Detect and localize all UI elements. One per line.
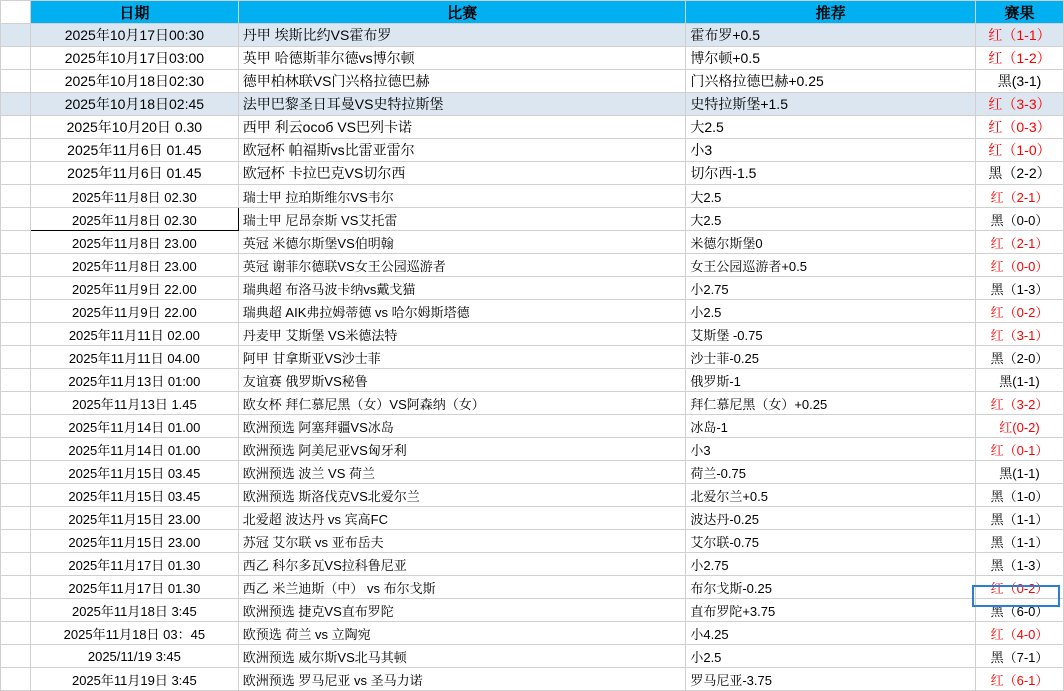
table-row[interactable] (1, 277, 1064, 300)
cell-match[interactable]: 英冠 米德尔斯堡VS伯明翰 (238, 231, 686, 254)
row-index-cell (1, 392, 31, 415)
cell-date[interactable]: 2025年11月6日 01.45 (30, 139, 238, 162)
cell-match[interactable]: 德甲柏林联VS门兴格拉德巴赫 (238, 70, 686, 93)
cell-match[interactable]: 西乙 科尔多瓦VS拉科鲁尼亚 (238, 553, 686, 576)
cell-result[interactable]: 黑（2-2） (976, 162, 1064, 185)
table-row[interactable] (1, 668, 1064, 691)
table-row[interactable] (1, 47, 1064, 70)
cell-date[interactable]: 2025年11月17日 01.30 (30, 576, 238, 599)
header-blank-cell (1, 1, 31, 24)
row-index-cell (1, 530, 31, 553)
cell-tip[interactable]: 切尔西-1.5 (686, 162, 976, 185)
cell-tip[interactable]: 直布罗陀+3.75 (686, 599, 976, 622)
row-index-cell (1, 116, 31, 139)
cell-match[interactable]: 英甲 哈德斯菲尔德vs博尔顿 (238, 47, 686, 70)
row-index-cell (1, 461, 31, 484)
cell-tip[interactable]: 门兴格拉德巴赫+0.25 (686, 70, 976, 93)
cell-date[interactable]: 2025年11月15日 23.00 (30, 530, 238, 553)
cell-result[interactable]: 黑（2-0） (976, 346, 1064, 369)
table-row[interactable] (1, 484, 1064, 507)
table-row[interactable] (1, 622, 1064, 645)
cell-result[interactable]: 红（6-1） (976, 668, 1064, 691)
cell-match[interactable]: 瑞士甲 尼昂奈斯 VS艾托雷 (238, 208, 686, 231)
row-index-cell (1, 415, 31, 438)
cell-tip[interactable]: 米德尔斯堡0 (686, 231, 976, 254)
cell-date[interactable]: 2025年10月17日00:30 (30, 24, 238, 47)
cell-result[interactable]: 黑（1-3） (976, 553, 1064, 576)
table-row[interactable] (1, 530, 1064, 553)
cell-date[interactable]: 2025年11月11日 04.00 (30, 346, 238, 369)
table-row[interactable] (1, 70, 1064, 93)
table-header-row (1, 1, 1064, 24)
table-row[interactable] (1, 507, 1064, 530)
table-row[interactable] (1, 323, 1064, 346)
table-body (1, 24, 1064, 691)
row-index-cell (1, 622, 31, 645)
cell-tip[interactable]: 小2.75 (686, 277, 976, 300)
table-row[interactable] (1, 461, 1064, 484)
cell-date[interactable]: 2025年11月13日 01:00 (30, 369, 238, 392)
cell-date[interactable]: 2025年11月8日 23.00 (30, 254, 238, 277)
cell-date[interactable]: 2025年11月19日 3:45 (30, 668, 238, 691)
row-index-cell (1, 208, 31, 231)
cell-date[interactable]: 2025年11月18日 03：45 (30, 622, 238, 645)
row-index-cell (1, 323, 31, 346)
cell-date[interactable]: 2025年11月18日 3:45 (30, 599, 238, 622)
cell-tip[interactable]: 小3 (686, 438, 976, 461)
cell-tip[interactable]: 拜仁慕尼黑（女）+0.25 (686, 392, 976, 415)
cell-tip[interactable]: 北爱尔兰+0.5 (686, 484, 976, 507)
table-row[interactable] (1, 415, 1064, 438)
row-index-cell (1, 507, 31, 530)
cell-match[interactable]: 瑞典超 布洛马波卡纳vs戴戈猫 (238, 277, 686, 300)
cell-tip[interactable]: 艾尔联-0.75 (686, 530, 976, 553)
cell-result[interactable]: 红（1-1） (976, 24, 1064, 47)
cell-date[interactable]: 2025年11月14日 01.00 (30, 415, 238, 438)
cell-date[interactable]: 2025年11月15日 23.00 (30, 507, 238, 530)
cell-tip[interactable]: 小2.5 (686, 300, 976, 323)
row-index-cell (1, 576, 31, 599)
cell-date[interactable]: 2025年11月9日 22.00 (30, 277, 238, 300)
cell-result[interactable]: 黑(1-1) (976, 369, 1064, 392)
cell-match[interactable]: 西甲 利云особ VS巴列卡诺 (238, 116, 686, 139)
cell-result[interactable]: 红（2-1） (976, 185, 1064, 208)
cell-result[interactable]: 红（1-0） (976, 139, 1064, 162)
cell-result[interactable]: 黑(1-1) (976, 461, 1064, 484)
cell-date[interactable]: 2025年11月6日 01.45 (30, 162, 238, 185)
cell-match[interactable]: 欧洲预选 威尔斯VS北马其顿 (238, 645, 686, 668)
header-match: 比赛 (238, 1, 686, 24)
table-row[interactable] (1, 116, 1064, 139)
cell-date[interactable]: 2025年10月20日 0.30 (30, 116, 238, 139)
cell-date[interactable]: 2025年11月8日 23.00 (30, 231, 238, 254)
cell-tip[interactable]: 大2.5 (686, 208, 976, 231)
cell-result[interactable]: 红（3-2） (976, 392, 1064, 415)
cell-tip[interactable]: 小2.75 (686, 553, 976, 576)
cell-date[interactable]: 2025年11月8日 02.30 (30, 185, 238, 208)
cell-tip[interactable]: 艾斯堡 -0.75 (686, 323, 976, 346)
row-index-cell (1, 599, 31, 622)
cell-tip[interactable]: 俄罗斯-1 (686, 369, 976, 392)
table-row[interactable] (1, 346, 1064, 369)
table-row[interactable] (1, 139, 1064, 162)
cell-match[interactable]: 瑞典超 AIK弗拉姆蒂德 vs 哈尔姆斯塔德 (238, 300, 686, 323)
cell-match[interactable]: 瑞士甲 拉珀斯维尔VS韦尔 (238, 185, 686, 208)
table-row[interactable] (1, 645, 1064, 668)
row-index-cell (1, 369, 31, 392)
cell-match[interactable]: 阿甲 甘拿斯亚VS沙士菲 (238, 346, 686, 369)
cell-match[interactable]: 欧冠杯 卡拉巴克VS切尔西 (238, 162, 686, 185)
row-index-cell (1, 484, 31, 507)
cell-match[interactable]: 英冠 谢菲尔德联VS女王公园巡游者 (238, 254, 686, 277)
cell-match[interactable]: 西乙 米兰迪斯（中） vs 布尔戈斯 (238, 576, 686, 599)
cell-tip[interactable]: 小3 (686, 139, 976, 162)
cell-tip[interactable]: 霍布罗+0.5 (686, 24, 976, 47)
cell-date[interactable]: 2025年11月13日 1.45 (30, 392, 238, 415)
row-index-cell (1, 47, 31, 70)
cell-date[interactable]: 2025/11/19 3:45 (30, 645, 238, 668)
cell-tip[interactable]: 冰岛-1 (686, 415, 976, 438)
row-index-cell (1, 553, 31, 576)
row-index-cell (1, 231, 31, 254)
cell-result[interactable]: 红(0-2) (976, 415, 1064, 438)
cell-tip[interactable]: 女王公园巡游者+0.5 (686, 254, 976, 277)
cell-tip[interactable]: 大2.5 (686, 185, 976, 208)
table-row[interactable] (1, 576, 1064, 599)
cell-tip[interactable]: 沙士菲-0.25 (686, 346, 976, 369)
row-index-cell (1, 139, 31, 162)
cell-tip[interactable]: 史特拉斯堡+1.5 (686, 93, 976, 116)
cell-date[interactable]: 2025年11月8日 02.30 (30, 208, 238, 231)
cell-date[interactable]: 2025年10月18日02:30 (30, 70, 238, 93)
row-index-cell (1, 162, 31, 185)
cell-tip[interactable]: 大2.5 (686, 116, 976, 139)
cell-date[interactable]: 2025年10月17日03:00 (30, 47, 238, 70)
cell-result[interactable]: 红（0-2） (976, 576, 1064, 599)
row-index-cell (1, 300, 31, 323)
table-row[interactable] (1, 208, 1064, 231)
cell-date[interactable]: 2025年11月14日 01.00 (30, 438, 238, 461)
cell-match[interactable]: 欧洲预选 波兰 VS 荷兰 (238, 461, 686, 484)
cell-date[interactable]: 2025年11月15日 03.45 (30, 461, 238, 484)
cell-result[interactable]: 红（0-3） (976, 116, 1064, 139)
cell-tip[interactable]: 罗马尼亚-3.75 (686, 668, 976, 691)
row-index-cell (1, 277, 31, 300)
cell-match[interactable]: 欧预选 荷兰 vs 立陶宛 (238, 622, 686, 645)
cell-result[interactable]: 黑（1-3） (976, 277, 1064, 300)
cell-result[interactable]: 红（2-1） (976, 231, 1064, 254)
cell-result[interactable]: 黑（7-1） (976, 645, 1064, 668)
table-row[interactable] (1, 438, 1064, 461)
cell-result[interactable]: 黑（6-0） (976, 599, 1064, 622)
table-row[interactable] (1, 300, 1064, 323)
header-result: 赛果 (976, 1, 1064, 24)
row-index-cell (1, 438, 31, 461)
cell-date[interactable]: 2025年10月18日02:45 (30, 93, 238, 116)
table-row[interactable] (1, 553, 1064, 576)
cell-match[interactable]: 法甲巴黎圣日耳曼VS史特拉斯堡 (238, 93, 686, 116)
table-row[interactable] (1, 369, 1064, 392)
row-index-cell (1, 24, 31, 47)
row-index-cell (1, 93, 31, 116)
table-row[interactable] (1, 231, 1064, 254)
row-index-cell (1, 346, 31, 369)
cell-result[interactable]: 红（0-0） (976, 254, 1064, 277)
cell-tip[interactable]: 荷兰-0.75 (686, 461, 976, 484)
table-row[interactable] (1, 185, 1064, 208)
cell-tip[interactable]: 波达丹-0.25 (686, 507, 976, 530)
cell-match[interactable]: 欧女杯 拜仁慕尼黑（女）VS阿森纳（女） (238, 392, 686, 415)
cell-tip[interactable]: 博尔顿+0.5 (686, 47, 976, 70)
cell-result[interactable]: 红（1-2） (976, 47, 1064, 70)
cell-result[interactable]: 红（4-0） (976, 622, 1064, 645)
cell-match[interactable]: 欧洲预选 斯洛伐克VS北爱尔兰 (238, 484, 686, 507)
cell-result[interactable]: 红（0-2） (976, 300, 1064, 323)
table-row[interactable] (1, 254, 1064, 277)
cell-match[interactable]: 苏冠 艾尔联 vs 亚布岳夫 (238, 530, 686, 553)
cell-tip[interactable]: 小2.5 (686, 645, 976, 668)
cell-result[interactable]: 黑（1-1） (976, 530, 1064, 553)
cell-date[interactable]: 2025年11月11日 02.00 (30, 323, 238, 346)
cell-match[interactable]: 北爱超 波达丹 vs 宾高FC (238, 507, 686, 530)
cell-result[interactable]: 黑（1-0） (976, 484, 1064, 507)
cell-date[interactable]: 2025年11月15日 03.45 (30, 484, 238, 507)
cell-match[interactable]: 欧洲预选 阿塞拜疆VS冰岛 (238, 415, 686, 438)
cell-match[interactable]: 欧洲预选 捷克VS直布罗陀 (238, 599, 686, 622)
cell-date[interactable]: 2025年11月9日 22.00 (30, 300, 238, 323)
table-row[interactable] (1, 599, 1064, 622)
header-tip: 推荐 (686, 1, 976, 24)
table-row[interactable] (1, 93, 1064, 116)
header-date: 日期 (30, 1, 238, 24)
cell-match[interactable]: 丹麦甲 艾斯堡 VS米德法特 (238, 323, 686, 346)
table-row[interactable] (1, 24, 1064, 47)
cell-match[interactable]: 欧洲预选 阿美尼亚VS匈牙利 (238, 438, 686, 461)
cell-result[interactable]: 黑(3-1) (976, 70, 1064, 93)
cell-result[interactable]: 黑（1-1） (976, 507, 1064, 530)
cell-match[interactable]: 欧洲预选 罗马尼亚 vs 圣马力诺 (238, 668, 686, 691)
row-index-cell (1, 254, 31, 277)
cell-tip[interactable]: 小4.25 (686, 622, 976, 645)
cell-match[interactable]: 丹甲 埃斯比约VS霍布罗 (238, 24, 686, 47)
row-index-cell (1, 668, 31, 691)
cell-match[interactable]: 欧冠杯 帕福斯vs比雷亚雷尔 (238, 139, 686, 162)
cell-result[interactable]: 红（3-3） (976, 93, 1064, 116)
table-row[interactable] (1, 162, 1064, 185)
cell-result[interactable]: 红（3-1） (976, 323, 1064, 346)
row-index-cell (1, 645, 31, 668)
cell-result[interactable]: 红（0-1） (976, 438, 1064, 461)
cell-date[interactable]: 2025年11月17日 01.30 (30, 553, 238, 576)
table-row[interactable] (1, 392, 1064, 415)
cell-match[interactable]: 友谊赛 俄罗斯VS秘鲁 (238, 369, 686, 392)
row-index-cell (1, 185, 31, 208)
cell-tip[interactable]: 布尔戈斯-0.25 (686, 576, 976, 599)
cell-result[interactable]: 黑（0-0） (976, 208, 1064, 231)
row-index-cell (1, 70, 31, 93)
